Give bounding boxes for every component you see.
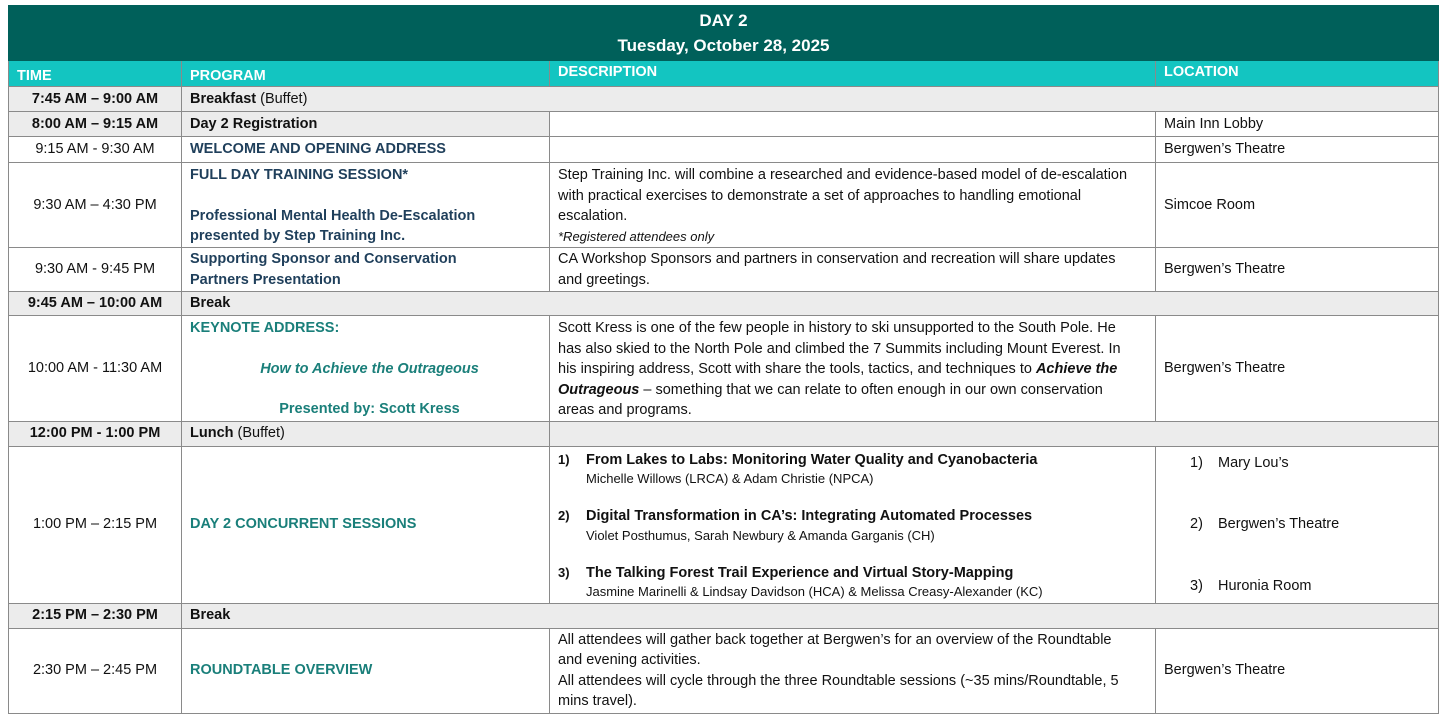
time-cell: 12:00 PM - 1:00 PM <box>9 421 182 446</box>
program-bold: Lunch <box>190 425 234 442</box>
session-title: From Lakes to Labs: Monitoring Water Quality and Cyanobacteria <box>586 451 1038 468</box>
time-cell: 10:00 AM - 11:30 AM <box>9 316 182 422</box>
session-presenters: Jasmine Marinelli & Lindsay Davidson (HCA) & Melissa Creasy-Alexander (KC) <box>586 584 1043 599</box>
description-note: *Registered attendees only <box>558 228 715 244</box>
description-text-end: – something that we can relate to often enough in our own conservation areas and programs. <box>558 381 1103 418</box>
program-cell <box>182 421 550 446</box>
description-cell <box>550 628 1156 713</box>
program-cell: ROUNDTABLE OVERVIEW <box>182 628 550 713</box>
description-cell <box>550 112 1156 137</box>
location-item <box>1164 514 1438 535</box>
description-cell <box>550 137 1156 163</box>
session-item <box>558 450 1155 489</box>
description-cell <box>550 163 1156 248</box>
program-subtitle: Professional Mental Health De-Escalation presented by Step Training Inc. <box>190 207 476 244</box>
program-title: FULL DAY TRAINING SESSION* <box>190 167 409 183</box>
description-cell <box>550 421 1439 446</box>
table-row <box>9 421 1439 446</box>
program-presenter: Presented by: Scott Kress <box>279 401 460 417</box>
location-number: 3) <box>1190 577 1203 594</box>
locations-cell <box>1156 446 1439 603</box>
program-rest: (Buffet) <box>233 425 285 442</box>
session-presenters: Michelle Willows (LRCA) & Adam Christie (NPCA) <box>586 471 874 486</box>
table-row <box>9 316 1439 422</box>
table-row <box>9 446 1439 603</box>
table-row <box>9 163 1439 248</box>
table-row <box>9 87 1439 112</box>
session-title: Digital Transformation in CA’s: Integrating Automated Processes <box>586 508 1033 524</box>
session-number: 2) <box>558 508 570 523</box>
description-text: Scott Kress is one of the few people in history to ski unsupported to the South Pole. He has also skied to the North Pole and climbed the 7 Summits including Mount Everest. In his inspiring address, Scott with share the tools, tactics, and techniques to <box>558 320 1121 377</box>
time-cell: 8:00 AM – 9:15 AM <box>9 112 182 137</box>
col-header-program: PROGRAM <box>182 61 550 87</box>
day-date: Tuesday, October 28, 2025 <box>617 36 830 55</box>
description-cell <box>550 316 1156 422</box>
location-name: Huronia Room <box>1218 577 1312 594</box>
description-text: Step Training Inc. will combine a researched and evidence-based model of de-escalation with practical exercises to demonstrate a set of approaches to handling emotional escalation. <box>558 167 1128 224</box>
time-cell: 9:15 AM - 9:30 AM <box>9 137 182 163</box>
schedule-table <box>8 5 1439 714</box>
description-text: All attendees will gather back together at Bergwen’s for an overview of the Roundtable and evening activities. <box>558 631 1112 668</box>
location-item <box>1164 576 1438 597</box>
description-cell: CA Workshop Sponsors and partners in conservation and recreation will share updates and greetings. <box>550 248 1156 292</box>
program-cell: Day 2 Registration <box>182 112 550 137</box>
program-cell: WELCOME AND OPENING ADDRESS <box>182 137 550 163</box>
table-row <box>9 603 1439 628</box>
location-cell: Main Inn Lobby <box>1156 112 1439 137</box>
program-bold: Breakfast <box>190 90 257 107</box>
program-rest: (Buffet) <box>256 90 308 107</box>
location-cell: Simcoe Room <box>1156 163 1439 248</box>
location-number: 2) <box>1190 516 1203 533</box>
col-header-location: LOCATION <box>1156 61 1439 87</box>
location-cell: Bergwen’s Theatre <box>1156 137 1439 163</box>
table-row <box>9 628 1439 713</box>
program-cell: Break <box>182 292 1439 316</box>
session-presenters: Violet Posthumus, Sarah Newbury & Amanda Garganis (CH) <box>586 527 935 543</box>
table-row <box>9 248 1439 292</box>
col-header-time: TIME <box>9 61 182 87</box>
program-cell: Supporting Sponsor and Conservation Partners Presentation <box>182 248 550 292</box>
title-row <box>9 6 1439 61</box>
program-cell: Break <box>182 603 1439 628</box>
session-number: 1) <box>558 451 570 467</box>
time-cell: 2:15 PM – 2:30 PM <box>9 603 182 628</box>
time-cell: 7:45 AM – 9:00 AM <box>9 87 182 112</box>
program-title: KEYNOTE ADDRESS: <box>190 320 340 336</box>
session-item <box>558 563 1155 602</box>
location-name: Mary Lou’s <box>1218 454 1289 471</box>
col-header-description: DESCRIPTION <box>550 61 1156 87</box>
day-title <box>9 6 1439 61</box>
time-cell: 9:45 AM – 10:00 AM <box>9 292 182 316</box>
session-item <box>558 506 1155 545</box>
description-text: All attendees will cycle through the three Roundtable sessions (~35 mins/Roundtable, 5 mins travel). <box>558 672 1119 709</box>
table-row <box>9 292 1439 316</box>
location-item <box>1164 453 1438 474</box>
location-number: 1) <box>1190 454 1203 471</box>
time-cell: 2:30 PM – 2:45 PM <box>9 628 182 713</box>
location-cell: Bergwen’s Theatre <box>1156 248 1439 292</box>
day-label: DAY 2 <box>699 11 748 30</box>
location-cell: Bergwen’s Theatre <box>1156 628 1439 713</box>
description-emphasis: Achieve the Outrageous <box>558 361 1118 398</box>
program-cell <box>182 87 1439 112</box>
table-row <box>9 112 1439 137</box>
location-name: Bergwen’s Theatre <box>1218 516 1340 533</box>
program-cell <box>182 316 550 422</box>
header-row <box>9 61 1439 87</box>
sessions-cell <box>550 446 1156 603</box>
time-cell: 9:30 AM - 9:45 PM <box>9 248 182 292</box>
session-number: 3) <box>558 564 570 580</box>
time-cell: 9:30 AM – 4:30 PM <box>9 163 182 248</box>
program-cell <box>182 163 550 248</box>
session-title: The Talking Forest Trail Experience and Virtual Story-Mapping <box>586 564 1014 581</box>
program-cell: DAY 2 CONCURRENT SESSIONS <box>182 446 550 603</box>
location-cell: Bergwen’s Theatre <box>1156 316 1439 422</box>
time-cell: 1:00 PM – 2:15 PM <box>9 446 182 603</box>
table-row <box>9 137 1439 163</box>
program-subtitle: How to Achieve the Outrageous <box>260 360 479 377</box>
